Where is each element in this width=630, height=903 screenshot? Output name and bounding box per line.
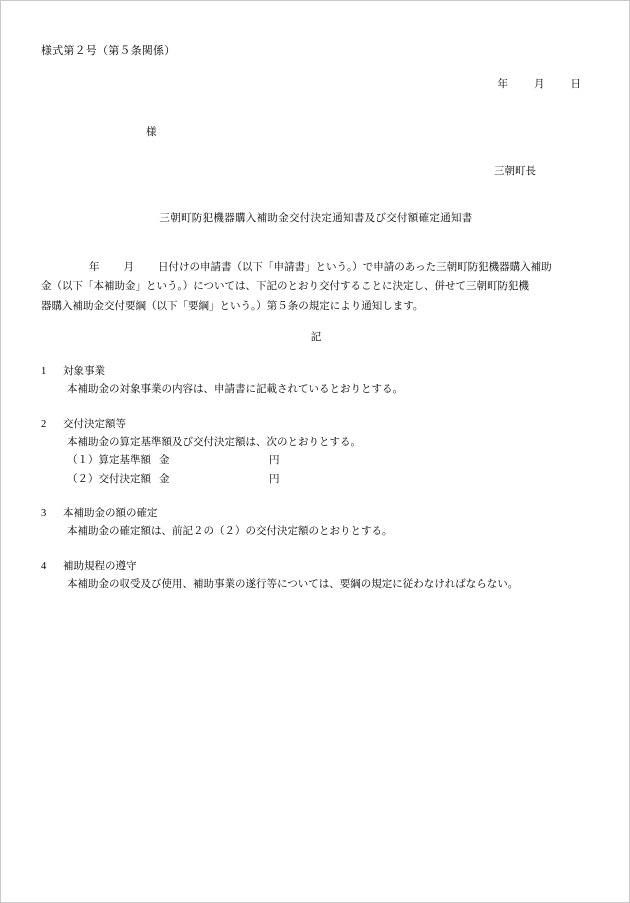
section-2-item-1 <box>41 452 591 470</box>
addressee-line: 様 <box>146 127 157 139</box>
intro-month: 月 <box>123 261 134 273</box>
date-year: 年 <box>497 78 508 90</box>
section-1-number: 1 <box>41 365 47 377</box>
date-month: 月 <box>534 78 545 90</box>
section-2-number: 2 <box>41 418 47 430</box>
section-4-body: 本補助金の収受及び使用、補助事業の遂行等については、要綱の規定に従わなければならない。 <box>67 579 519 591</box>
section-4-number: 4 <box>41 560 47 572</box>
section-2-item-2-label: （２）交付決定額 <box>67 473 151 485</box>
section-3-title: 本補助金の額の確定 <box>63 508 158 520</box>
section-2-item-2 <box>41 471 591 489</box>
form-number: 様式第２号（第５条関係） <box>41 45 176 57</box>
section-2 <box>41 416 591 490</box>
section-1-title: 対象事業 <box>63 365 105 377</box>
intro-line1: 日付けの申請書（以下「申請書」という。）で申請のあった三朝町防犯機器購入補助 <box>158 261 552 273</box>
section-2-item-1-label: （１）算定基準額 <box>67 455 151 467</box>
section-2-body: 本補助金の算定基準額及び交付決定額は、次のとおりとする。 <box>67 436 361 448</box>
section-1 <box>41 363 591 400</box>
section-2-item-2-unit: 円 <box>269 473 280 485</box>
section-3 <box>41 505 591 542</box>
date-day: 日 <box>570 78 581 90</box>
section-2-head <box>41 416 591 434</box>
date-line <box>41 77 591 94</box>
ki-marker: 記 <box>310 332 322 344</box>
intro-paragraph <box>41 258 591 316</box>
section-4 <box>41 558 591 595</box>
intro-line3: 器購入補助金交付要綱（以下「要綱」という。）第５条の規定により通知します。 <box>41 300 424 312</box>
section-3-head <box>41 505 591 523</box>
section-2-item-2-kin: 金 <box>159 473 170 485</box>
section-4-head <box>41 558 591 576</box>
section-3-body: 本補助金の確定額は、前記２の（２）の交付決定額のとおりとする。 <box>67 526 393 538</box>
section-2-item-1-unit: 円 <box>269 455 280 467</box>
document-title: 三朝町防犯機器購入補助金交付決定通知書及び交付額確定通知書 <box>159 212 473 224</box>
section-1-head <box>41 363 591 381</box>
section-2-item-1-kin: 金 <box>159 455 170 467</box>
section-2-title: 交付決定額等 <box>63 418 126 430</box>
section-3-number: 3 <box>41 508 47 520</box>
issuer-name: 三朝町長 <box>494 166 536 178</box>
document-body <box>41 43 591 595</box>
section-1-body: 本補助金の対象事業の内容は、申請書に記載されているとおりとする。 <box>67 384 403 396</box>
intro-line2: 金（以下「本補助金」という。）については、下記のとおり交付することに決定し、併せて三朝町防犯機 <box>41 281 530 293</box>
intro-year: 年 <box>89 261 100 273</box>
section-4-title: 補助規程の遵守 <box>63 560 137 572</box>
